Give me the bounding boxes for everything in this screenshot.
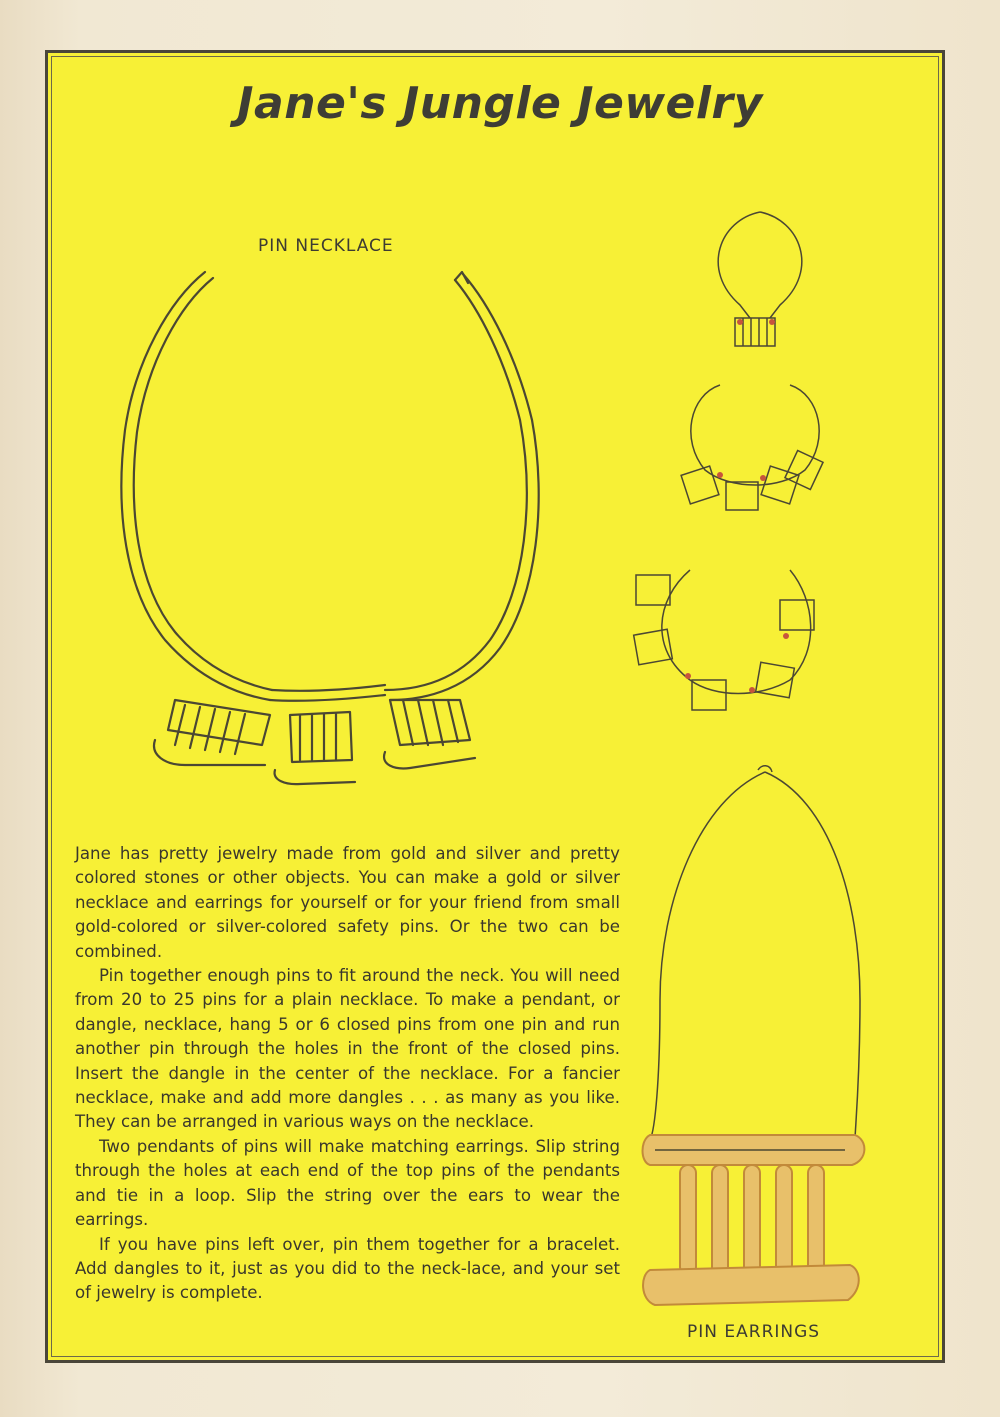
paragraph-intro: Jane has pretty jewelry made from gold and silver and pretty colored stones or other objects. You can make a gold or silver necklace and earrings for yourself or for your friend from small gold-colored or silver-colored safety pins. Or the two can be combined. <box>75 844 620 961</box>
paragraph-earrings: Two pendants of pins will make matching earrings. Slip string through the holes at each end of the top pins of the pendants and tie in a loop. Slip the string over the ears to wear the earrings. <box>75 1136 620 1230</box>
page-title: Jane's Jungle Jewelry <box>237 78 763 129</box>
small-necklace-3 <box>634 570 814 710</box>
necklace-pendant-left <box>154 700 270 765</box>
small-necklace-1 <box>718 212 802 346</box>
necklace-pendant-right <box>384 700 475 768</box>
paragraph-necklace: Pin together enough pins to fit around the neck. You will need from 20 to 25 pins for a plain necklace. To make a pendant, or dangle, necklace, hang 5 or 6 closed pins from one pin and run another pin through the holes in the front of the closed pins. Insert the dangle in the center of the necklace. For a fancier necklace, make and add more dangles . . . as many as you like. They can be arranged in various ways on the necklace. <box>75 966 620 1132</box>
pin-earring-illustration <box>643 766 865 1305</box>
paragraph-bracelet: If you have pins left over, pin them together for a bracelet. Add dangles to it, just as you did to the neck-lace, and your set of jewelry is complete. <box>75 1234 620 1303</box>
necklace-chain <box>121 272 538 701</box>
small-necklace-2 <box>681 385 823 510</box>
necklace-pendant-center <box>275 712 355 784</box>
pin-earrings-caption: PIN EARRINGS <box>687 1322 821 1342</box>
pin-necklace-caption: PIN NECKLACE <box>258 236 394 256</box>
instructions-text <box>75 842 620 1306</box>
